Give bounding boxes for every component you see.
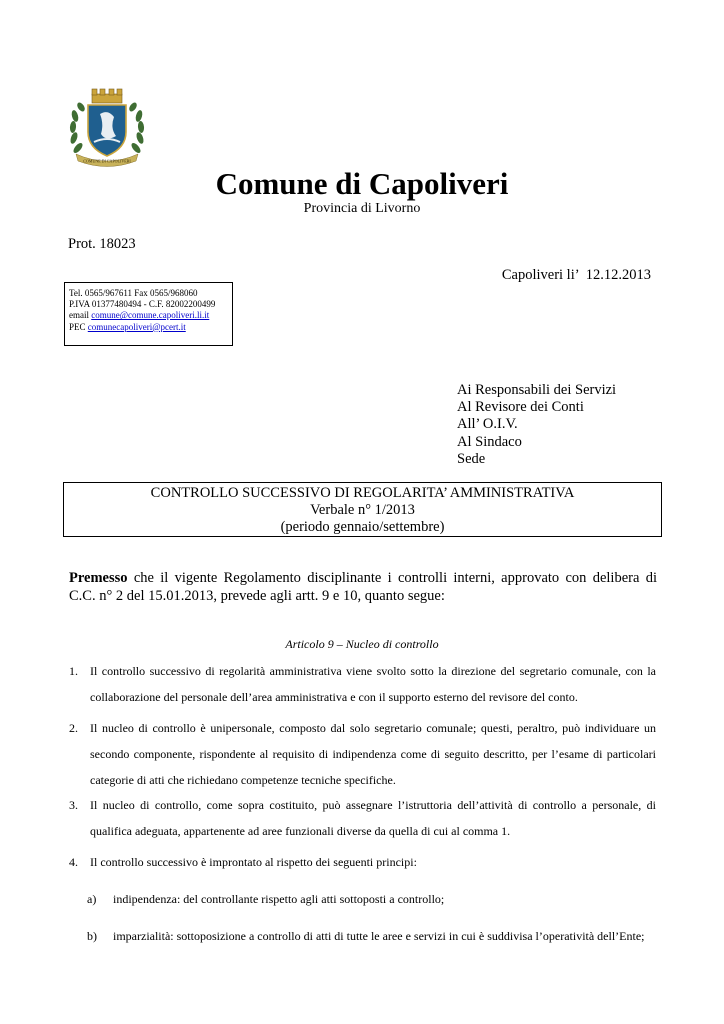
sub-list-item-text: indipendenza: del controllante rispetto agli atti sottoposti a controllo; <box>113 892 445 906</box>
list-item <box>69 715 656 793</box>
list-item-number: 4. <box>69 855 78 869</box>
recipient: Sede <box>457 450 486 467</box>
list-item-text: Il controllo successivo di regolarità amministrativa viene svolto sotto la direzione del segretario comunale, con la collaborazione del personale dell’area amministrativa e con il supporto esterno del revisore del conto. <box>90 664 656 704</box>
contact-email-link[interactable]: comune@comune.capoliveri.li.it <box>91 310 210 321</box>
article-title: Articolo 9 – Nucleo di controllo <box>285 637 439 651</box>
sub-list-item <box>87 927 657 945</box>
subject-line-2: Verbale n° 1/2013 <box>310 502 415 518</box>
subject-line-1: CONTROLLO SUCCESSIVO DI REGOLARITA’ AMMINISTRATIVA <box>150 485 575 501</box>
contact-email-label: email <box>69 310 92 321</box>
sub-list-item-letter: a) <box>87 892 97 906</box>
recipient: All’ O.I.V. <box>457 416 518 433</box>
premise-line-1-rest: che il vigente Regolamento disciplinante i controlli interni, approvato con delibera di <box>127 570 657 586</box>
protocol-number: Prot. 18023 <box>68 236 136 252</box>
contact-pec-label: PEC <box>69 321 88 332</box>
recipients-block <box>457 382 616 468</box>
subject-line-3: (periodo gennaio/settembre) <box>280 519 445 535</box>
list-item-text: Il nucleo di controllo è unipersonale, composto dal solo segretario comunale; questi, peraltro, può individuare un secondo componente, rispondente al requisito di indipendenza come di seguito descritto, per l’esame di particolari categorie di atti che richiedano competenze tecniche specifiche. <box>90 721 656 787</box>
sub-list-item-text: imparzialità: sottoposizione a controllo di atti di tutte le aree e servizi in cui è suddivisa l’operatività dell’Ente; <box>113 929 645 943</box>
crest-ribbon-text: COMUNE DI CAPOLIVERI <box>83 158 131 164</box>
sub-list-item <box>87 890 657 908</box>
recipient: Al Revisore dei Conti <box>457 399 584 416</box>
premise-line-2: C.C. n° 2 del 15.01.2013, prevede agli artt. 9 e 10, quanto segue: <box>69 588 445 604</box>
subject-box <box>63 482 662 537</box>
contact-tax-ids: P.IVA 01377480494 - C.F. 82002200499 <box>69 299 216 310</box>
coat-of-arms <box>64 84 150 168</box>
list-item <box>69 792 656 844</box>
contact-email-line <box>69 310 232 321</box>
list-item <box>69 849 656 875</box>
coat-of-arms-icon <box>64 84 150 168</box>
page-subtitle: Provincia di Livorno <box>303 201 421 216</box>
contact-phone: Tel. 0565/967611 Fax 0565/968060 <box>69 288 198 298</box>
list-item-text: Il controllo successivo è improntato al rispetto dei seguenti principi: <box>90 855 417 869</box>
list-item-number: 2. <box>69 721 78 735</box>
page-title: Comune di Capoliveri <box>215 166 509 201</box>
place-date: Capoliveri li’ 12.12.2013 <box>501 267 651 283</box>
recipient: Al Sindaco <box>457 433 522 450</box>
premise-paragraph <box>69 569 657 605</box>
list-item <box>69 658 656 710</box>
list-item-number: 3. <box>69 798 78 812</box>
premise-bold: Premesso <box>69 570 128 586</box>
premise-line-1 <box>69 569 657 587</box>
contact-pec-link[interactable]: comunecapoliveri@pcert.it <box>87 321 186 332</box>
recipient: Ai Responsabili dei Servizi <box>457 382 617 398</box>
contact-box <box>64 282 233 346</box>
list-item-number: 1. <box>69 664 78 678</box>
contact-pec-line <box>69 322 232 333</box>
sub-list-item-letter: b) <box>87 929 97 943</box>
list-item-text: Il nucleo di controllo, come sopra costituito, può assegnare l’istruttoria dell’attività di controllo a personale, di qualifica adeguata, appartenente ad aree funzionali diverse da quella di cui al comma 1. <box>90 798 656 838</box>
